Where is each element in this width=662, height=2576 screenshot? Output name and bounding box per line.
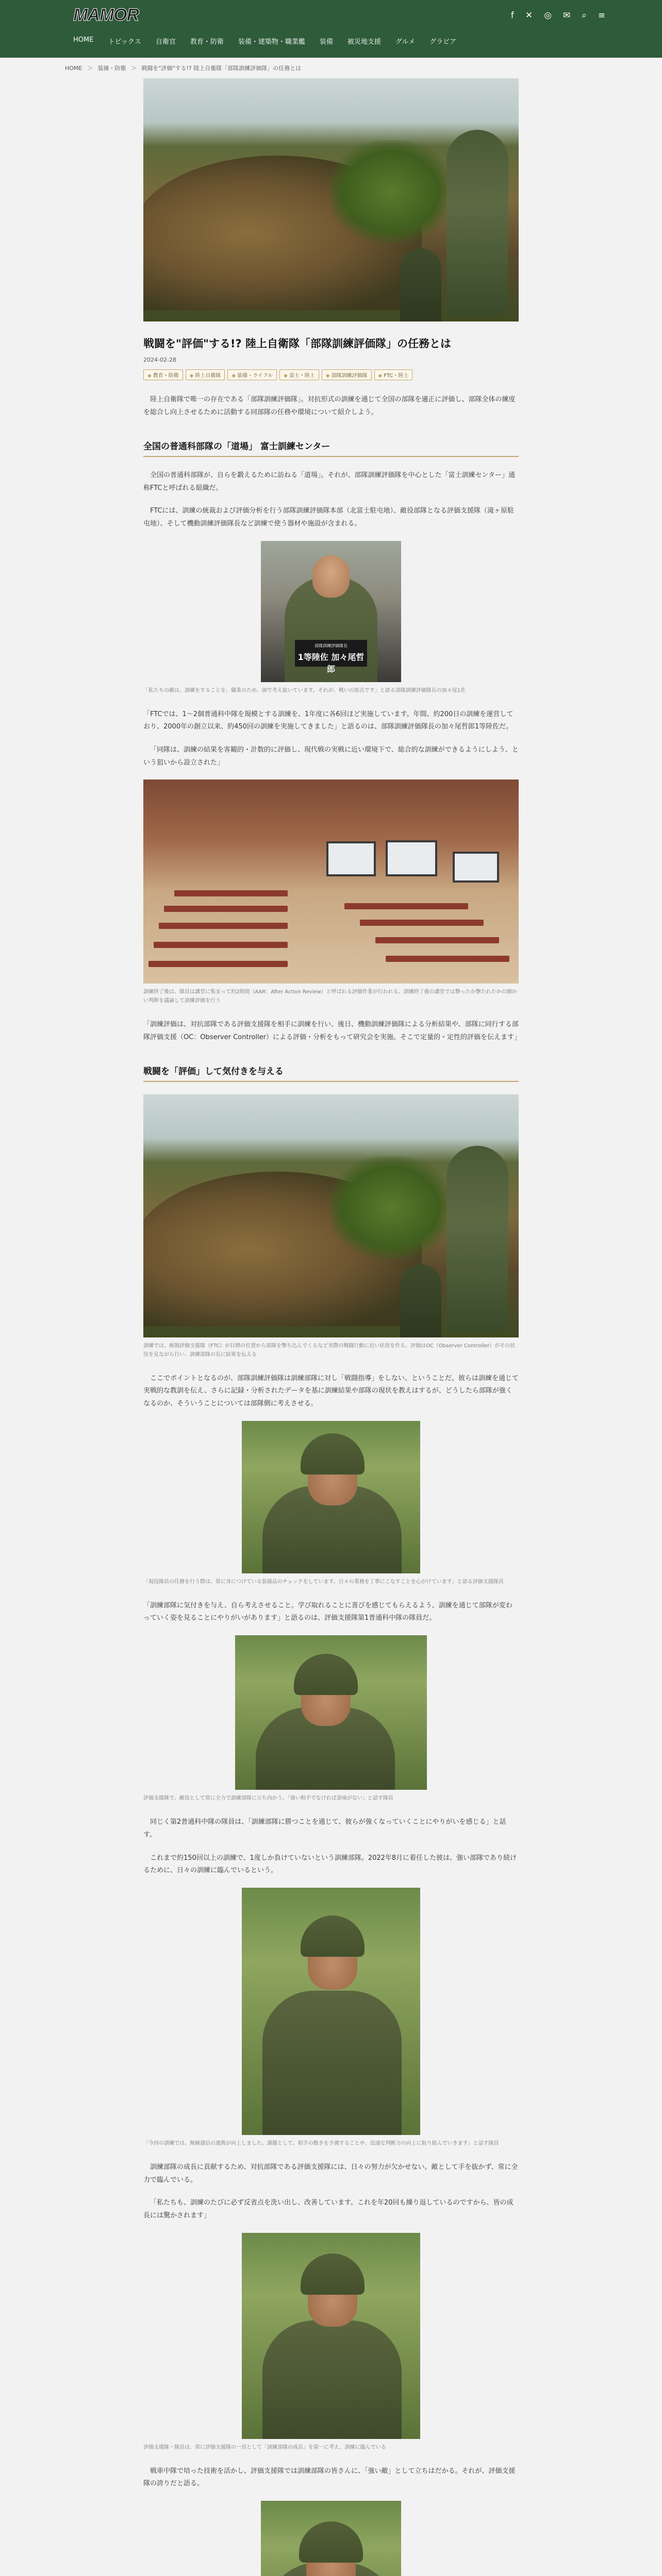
photo-caption: 「私たちの敵は、訓練をすることを、職業のため、頭で考え抜いています。それが、戦いの原点です」と語る部隊訓練評価隊長の加々尾1佐 bbox=[143, 687, 466, 693]
breadcrumb-current: 戦闘を"評価"する!? 陸上自衛隊「部隊訓練評価隊」の任務とは bbox=[141, 65, 302, 72]
paragraph: 全国の普通科部隊が、自らを鍛えるために訪ねる「道場」。それが、部隊訓練評価隊を中心とした「富士訓練センター」通称FTCと呼ばれる組織だ。 bbox=[143, 471, 515, 492]
soldier-portrait bbox=[242, 1421, 420, 1573]
paragraph: 「私たちも、訓練のたびに必ず反省点を洗い出し、改善しています。これを年20回も繰り返しているのですから、皆の成長には驚かされます」 bbox=[143, 2199, 514, 2219]
soldier-portrait bbox=[235, 1635, 427, 1790]
tag[interactable]: ◆ 陸上自衛隊 bbox=[186, 369, 225, 380]
soldier-portrait bbox=[261, 2501, 401, 2576]
facebook-icon[interactable]: f bbox=[510, 10, 514, 21]
photo-caption: 「今回の訓練では、無線通信の連携が向上しました。課題として、相手の動きを予測することや、迅速な判断力の向上に取り組んでいきます」と話す隊員 bbox=[143, 2140, 499, 2146]
tag-icon: ◆ bbox=[284, 373, 288, 379]
photo-caption: 評価支援隊・隊員は、常に評価支援隊の一員として「訓練部隊の成長」を第一に考え、訓練に臨んでいる bbox=[143, 2444, 386, 2450]
nav-item-home[interactable]: HOME bbox=[73, 36, 94, 44]
paragraph: ここでポイントとなるのが、部隊訓練評価隊は訓練部隊に対し「戦闘指導」をしない、ということだ。彼らは訓練を通じて実戦的な教訓を伝え、さらに記録・分析されたデータを基に訓練結果や部隊の現状を教えはするが、どうしたら部隊が強くなるのか、そういうことについては部隊側に考えさせる。 bbox=[143, 1374, 519, 1408]
soldier-portrait bbox=[242, 1888, 420, 2135]
main-nav bbox=[73, 36, 605, 46]
nav-item-topics[interactable]: トピックス bbox=[108, 38, 141, 46]
section-heading-evaluation: 戦闘を「評価」して気付きを与える bbox=[143, 1062, 519, 1082]
site-header bbox=[0, 0, 662, 58]
article-title: 戦闘を"評価"する!? 陸上自衛隊「部隊訓練評価隊」の任務とは bbox=[143, 337, 451, 350]
instagram-icon[interactable]: ◎ bbox=[544, 10, 552, 21]
tag[interactable]: ◆ 装備・ライフル bbox=[227, 369, 277, 380]
tag[interactable]: ◆ 部隊訓練評価隊 bbox=[322, 369, 372, 380]
nav-item-vehicles[interactable]: 装備・建築物・職業艦 bbox=[238, 38, 305, 46]
paragraph: 戦車中隊で培った技術を活かし、評価支援隊では訓練部隊の皆さんに、「強い敵」として立ちはだかる。それが、評価支援隊の誇りだと語る。 bbox=[143, 2467, 516, 2488]
paragraph: 訓練部隊の成長に貢献するため、対抗部隊である評価支援隊には、日々の努力が欠かせない。敵として手を抜かず、常に全力で臨んでいる。 bbox=[143, 2163, 518, 2184]
paragraph: 「FTCでは、1～2個普通科中隊を規模とする訓練を、1年度に各6回ほど実施しています。年間、約200日の訓練を運営しており、2000年の創立以来、約450回の訓練を実施してきました」と語るのは、部隊訓練評価隊長の加々尾哲郎1等陸佐だ。 bbox=[143, 710, 514, 731]
paragraph: 同じく第2普通科中隊の隊員は、「訓練部隊に勝つことを通じて、彼らが強くなっていくことにやりがいを感じる」と話す。 bbox=[143, 1818, 506, 1839]
paragraph: 「同隊は、訓練の結果を客観的・計数的に評価し、現代戦の実戦に近い環境下で、総合的な訓練ができるようにしよう、という狙いから設立された」 bbox=[143, 745, 519, 767]
tag[interactable]: ◆ FTC・陸上 bbox=[374, 369, 413, 380]
mail-icon[interactable]: ✉ bbox=[562, 10, 571, 21]
header-social-icons bbox=[511, 10, 605, 21]
paragraph: 「訓練評価は、対抗部隊である評価支援隊を相手に訓練を行い、後日、機動訓練評価隊による分析結果や、部隊に同行する部隊評価支援（OC：Observer Controller）による評価・分析をもって研究会を実施。そこで定量的・定性的評価を伝えます」 bbox=[143, 1021, 521, 1041]
nameplate: 部隊訓練評価隊長 1等陸佐 加々尾哲郎 bbox=[295, 640, 367, 667]
breadcrumb-category[interactable]: 装備・防衛 bbox=[97, 65, 126, 72]
site-logo[interactable]: MAMOR bbox=[73, 5, 139, 25]
breadcrumb-sep: ＞ bbox=[87, 65, 93, 72]
hero-image bbox=[143, 78, 519, 321]
tag[interactable]: ◆ 富士・陸上 bbox=[279, 369, 319, 380]
tag-icon: ◆ bbox=[231, 373, 236, 379]
nav-item-education[interactable]: 教育・防衛 bbox=[190, 38, 224, 46]
nav-item-equipment[interactable]: 装備 bbox=[319, 38, 333, 46]
nav-item-disaster[interactable]: 被災地支援 bbox=[347, 38, 381, 46]
training-photo bbox=[143, 1094, 519, 1337]
paragraph: これまで約150回以上の訓練で、1度しか負けていないという訓練部隊。2022年8月に着任した彼は、強い部隊であり続けるために、日々の訓練に臨んでいるという。 bbox=[143, 1854, 517, 1875]
article-intro: 陸上自衛隊で唯一の存在である「部隊訓練評価隊」。対抗形式の訓練を通じて全国の部隊を適正に評価し、部隊全体の練度を総合し向上させるために活動する同部隊の任務や環境について紹介しよう。 bbox=[143, 396, 516, 417]
nav-item-gourmet[interactable]: グルメ bbox=[395, 38, 416, 46]
photo-caption: 評価支援隊で、敵役として常に全力で訓練部隊に立ち向かう。「強い相手でなければ意味がない」と話す隊員 bbox=[143, 1795, 393, 1802]
nav-item-gravure[interactable]: グラビア bbox=[429, 38, 457, 46]
breadcrumb bbox=[0, 58, 662, 78]
photo-caption: 訓練では、統制評価支援隊（FTC）が目標の位置から部隊を撃ち込んでくるなど実際の戦闘行動に近い状況を作る。評価はOC（Observer Controller）がその状況を見ながら行い、訓練部隊の長に結果を伝える bbox=[143, 1343, 516, 1358]
tag-icon: ◆ bbox=[325, 373, 330, 379]
classroom-photo bbox=[143, 779, 519, 984]
search-icon[interactable]: ⌕ bbox=[582, 10, 587, 21]
photo-caption: 訓練終了後は、隊員は講堂に集まって約2時間（AAR：After Action Review）と呼ばれる評価作業が行われる。訓練終了後の講堂では撃ったか撃たれたかの細かい判断を議論して訓練評価を行う bbox=[143, 989, 517, 1004]
article bbox=[143, 78, 519, 2576]
breadcrumb-home[interactable]: HOME bbox=[65, 65, 82, 72]
tag[interactable]: ◆ 教育・防衛 bbox=[143, 369, 183, 380]
breadcrumb-sep: ＞ bbox=[130, 65, 137, 72]
tag-icon: ◆ bbox=[378, 373, 383, 379]
section-heading-ftc: 全国の普通科部隊の「道場」 富士訓練センター bbox=[143, 437, 519, 457]
tag-list bbox=[143, 369, 519, 380]
photo-caption: 「現役隊員の任務を行う際は、常に身につけている装備品のチェックをしています。日々の業務を丁寧にこなすことを心がけています」と語る評価支援隊員 bbox=[143, 1579, 504, 1585]
paragraph: FTCには、訓練の統裁および評価分析を行う部隊訓練評価隊本部（北富士駐屯地）、敵役部隊となる評価支援隊（滝ヶ原駐屯地）、そして機動訓練評価隊長など訓練で使う器材や施設が含まれる。 bbox=[143, 507, 515, 528]
paragraph: 「訓練部隊に気付きを与え、自ら考えさせること。学び取れることに喜びを感じてもらえるよう、訓練を通じて部隊が変わっていく姿を見ることにやりがいがあります」と語るのは、評価支援隊第1普通科中隊の隊員だ。 bbox=[143, 1601, 512, 1622]
tag-icon: ◆ bbox=[147, 373, 152, 379]
nav-item-personnel[interactable]: 自衛官 bbox=[155, 38, 176, 46]
commander-photo bbox=[261, 541, 401, 682]
menu-icon[interactable]: ≡ bbox=[598, 10, 605, 21]
article-date: 2024-02-28 bbox=[143, 357, 176, 364]
twitter-icon[interactable]: ✕ bbox=[525, 10, 533, 21]
tag-icon: ◆ bbox=[189, 373, 194, 379]
soldier-portrait bbox=[242, 2233, 420, 2439]
